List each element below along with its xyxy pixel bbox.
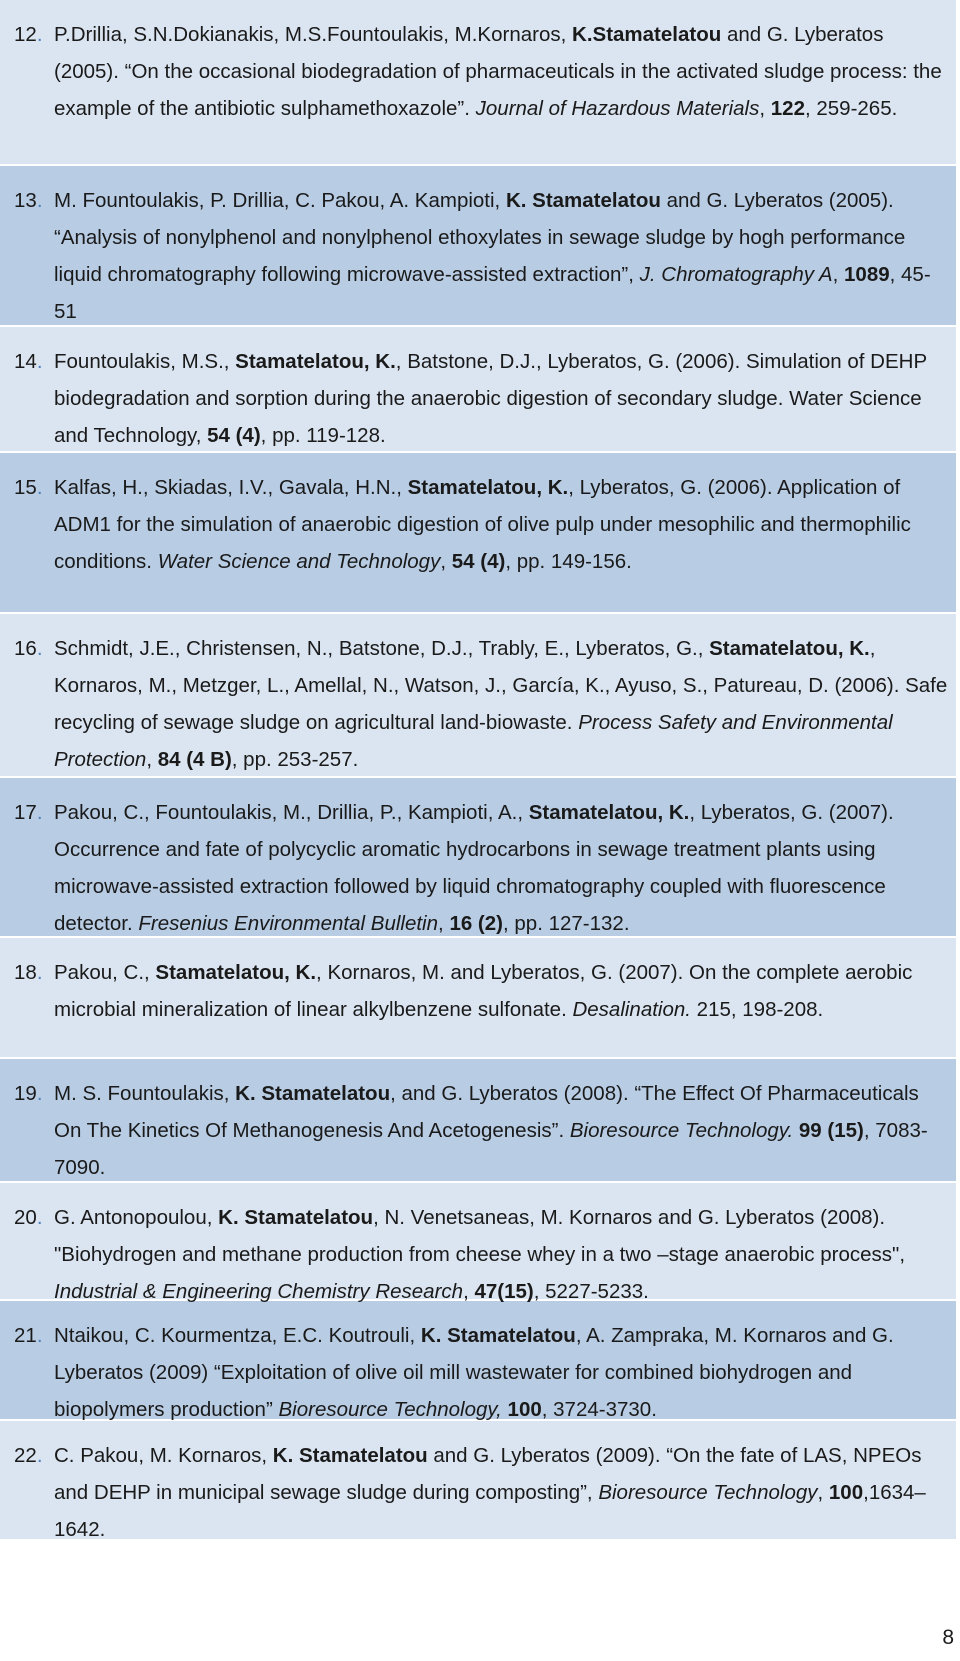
reference-number: 13. [14, 189, 43, 212]
reference-text [54, 1075, 948, 1186]
reference-number: 21. [14, 1324, 43, 1347]
reference-text [54, 182, 948, 330]
text-segment: , Kornaros, M. and Lyberatos, G. (2007). On the complete aerobic microbial mineralization of linear alkylbenzene sulfonate. [54, 961, 913, 1021]
text-segment: , [440, 550, 452, 573]
italic-segment: Bioresource Technology [598, 1481, 818, 1504]
reference-text [54, 1317, 948, 1428]
reference-text [54, 1199, 948, 1310]
text-segment: Fountoulakis, M.S., [54, 350, 236, 373]
reference-text [54, 1437, 948, 1548]
text-segment: Pakou, C., [54, 961, 156, 984]
bold-segment: 100 [507, 1398, 542, 1421]
bold-segment: K. Stamatelatou [505, 189, 661, 212]
text-segment: , Kornaros, M., Metzger, L., Amellal, N., Watson, J., García, K., Ayuso, S., Patureau, D. (2006). Safe recycling of sewage sludge on agricultural land-biowaste. [54, 637, 948, 734]
bold-segment: 16 (2) [449, 912, 503, 935]
text-segment: 215, 198-208. [690, 998, 824, 1021]
text-segment: , and G. Lyberatos (2008). “The Effect Of Pharmaceuticals On The Kinetics Of Methanogenesis And Acetogenesis”. [54, 1082, 919, 1142]
text-segment: C. Pakou, M. Kornaros, [54, 1444, 273, 1467]
bold-segment: 54 (4) [207, 424, 261, 447]
reference-number: 15. [14, 476, 43, 499]
reference-entry [0, 1183, 956, 1301]
text-segment: Ntaikou, C. Kourmentza, E.C. Koutrouli, [54, 1324, 421, 1347]
bold-segment: 100 [828, 1481, 864, 1504]
text-segment: and G. Lyberatos (2009). “On the fate of LAS, NPEOs and DEHP in municipal sewage sludge during composting”, [54, 1444, 922, 1504]
italic-segment: Bioresource Technology. [569, 1119, 794, 1142]
reference-text [54, 954, 948, 1028]
reference-number: 22. [14, 1444, 43, 1467]
text-segment: , 259-265. [804, 97, 898, 120]
text-segment: , [146, 748, 158, 771]
reference-entry [0, 938, 956, 1059]
bold-segment: 1089 [844, 263, 890, 286]
text-segment: , pp. 149-156. [505, 550, 632, 573]
text-segment: , N. Venetsaneas, M. Kornaros and G. Lyberatos (2008). "Biohydrogen and methane production from cheese whey in a two –stage anaerobic process", [54, 1206, 906, 1266]
reference-entry [0, 0, 956, 166]
page-number: 8 [942, 1626, 954, 1649]
reference-number: 16. [14, 637, 43, 660]
bold-segment: Stamatelatou, K. [235, 350, 396, 373]
text-segment: , [817, 1481, 829, 1504]
text-segment: , Batstone, D.J., Lyberatos, G. (2006). Simulation of DEHP biodegradation and sorption during the anaerobic digestion of secondary sludge. Water Science and Technology, [54, 350, 927, 447]
text-segment: ,1634–1642. [54, 1481, 926, 1541]
text-segment: , 7083-7090. [54, 1119, 928, 1179]
reference-number: 14. [14, 350, 43, 373]
reference-text [54, 630, 948, 778]
bold-segment: K. Stamatelatou [218, 1206, 374, 1229]
bold-segment: 54 (4) [451, 550, 506, 573]
text-segment: M. Fountoulakis, P. Drillia, C. Pakou, A. Kampioti, [54, 189, 506, 212]
italic-segment: Industrial & Engineering Chemistry Research [54, 1280, 464, 1303]
bold-segment: Stamatelatou, K. [709, 637, 870, 660]
italic-segment: Water Science and Technology [157, 550, 441, 573]
text-segment: M. S. Fountoulakis, [54, 1082, 236, 1105]
reference-number: 20. [14, 1206, 43, 1229]
italic-segment: Desalination. [572, 998, 691, 1021]
text-segment: , Lyberatos, G. (2006). Application of ADM1 for the simulation of anaerobic digestion of olive pulp under mesophilic and thermophilic conditions. [54, 476, 911, 573]
text-segment: Pakou, C., Fountoulakis, M., Drillia, P., Kampioti, A., [54, 801, 529, 824]
bold-segment: K. Stamatelatou [272, 1444, 428, 1467]
reference-entry [0, 166, 956, 327]
reference-text [54, 794, 948, 942]
bold-segment: 122 [770, 97, 805, 120]
bold-segment: Stamatelatou, K. [528, 801, 690, 824]
text-segment: , A. Zampraka, M. Kornaros and G. Lyberatos (2009) “Exploitation of olive oil mill wastewater for combined biohydrogen and biopolymers production” [54, 1324, 894, 1421]
text-segment: , pp. 253-257. [231, 748, 359, 771]
reference-text [54, 343, 948, 454]
text-segment: P.Drillia, S.N.Dokianakis, M.S.Fountoulakis, M.Kornaros, [54, 23, 573, 46]
bold-segment: Stamatelatou, K. [407, 476, 569, 499]
italic-segment: J. Chromatography A [639, 263, 833, 286]
text-segment: , [759, 97, 771, 120]
text-segment: , 5227-5233. [533, 1280, 649, 1303]
italic-segment: Bioresource Technology, [278, 1398, 502, 1421]
text-segment: , 45-51 [54, 263, 931, 323]
reference-entry [0, 1301, 956, 1421]
text-segment: , pp. 127-132. [503, 912, 630, 935]
reference-entry [0, 453, 956, 614]
reference-number: 17. [14, 801, 43, 824]
italic-segment: Journal of Hazardous Materials [475, 97, 760, 120]
reference-entry [0, 1421, 956, 1541]
reference-number: 12. [14, 23, 43, 46]
bold-segment: 84 (4 B) [157, 748, 232, 771]
text-segment: and G. Lyberatos (2005). “On the occasional biodegradation of pharmaceuticals in the activated sludge process: the example of the antibiotic sulphamethoxazole”. [54, 23, 942, 120]
reference-entry [0, 778, 956, 938]
bold-segment: K.Stamatelatou [572, 23, 722, 46]
text-segment: , Lyberatos, G. (2007). Occurrence and fate of polycyclic aromatic hydrocarbons in sewage treatment plants using microwave-assisted extraction followed by liquid chromatography coupled with fluorescence detector. [54, 801, 894, 935]
reference-text [54, 469, 948, 580]
reference-text [54, 16, 948, 127]
text-segment: , [438, 912, 450, 935]
bold-segment: 99 (15) [798, 1119, 864, 1142]
italic-segment: Fresenius Environmental Bulletin [138, 912, 439, 935]
text-segment: G. Antonopoulou, [54, 1206, 219, 1229]
reference-entry [0, 327, 956, 453]
text-segment: , 3724-3730. [541, 1398, 657, 1421]
reference-entry [0, 614, 956, 778]
bold-segment: K. Stamatelatou [235, 1082, 391, 1105]
text-segment: , [463, 1280, 475, 1303]
reference-number: 18. [14, 961, 43, 984]
text-segment: and G. Lyberatos (2005). “Analysis of nonylphenol and nonylphenol ethoxylates in sewage sludge by hogh performance liquid chromatography following microwave-assisted extraction”, [54, 189, 906, 286]
italic-segment: Process Safety and Environmental Protection [54, 711, 893, 771]
text-segment: , [832, 263, 845, 286]
reference-number: 19. [14, 1082, 43, 1105]
text-segment: Schmidt, J.E., Christensen, N., Batstone, D.J., Trably, E., Lyberatos, G., [54, 637, 710, 660]
text-segment: Kalfas, H., Skiadas, I.V., Gavala, H.N., [54, 476, 408, 499]
bold-segment: Stamatelatou, K. [155, 961, 317, 984]
bold-segment: 47(15) [474, 1280, 534, 1303]
text-segment: , pp. 119-128. [260, 424, 386, 447]
reference-entry [0, 1059, 956, 1183]
bold-segment: K. Stamatelatou [420, 1324, 576, 1347]
